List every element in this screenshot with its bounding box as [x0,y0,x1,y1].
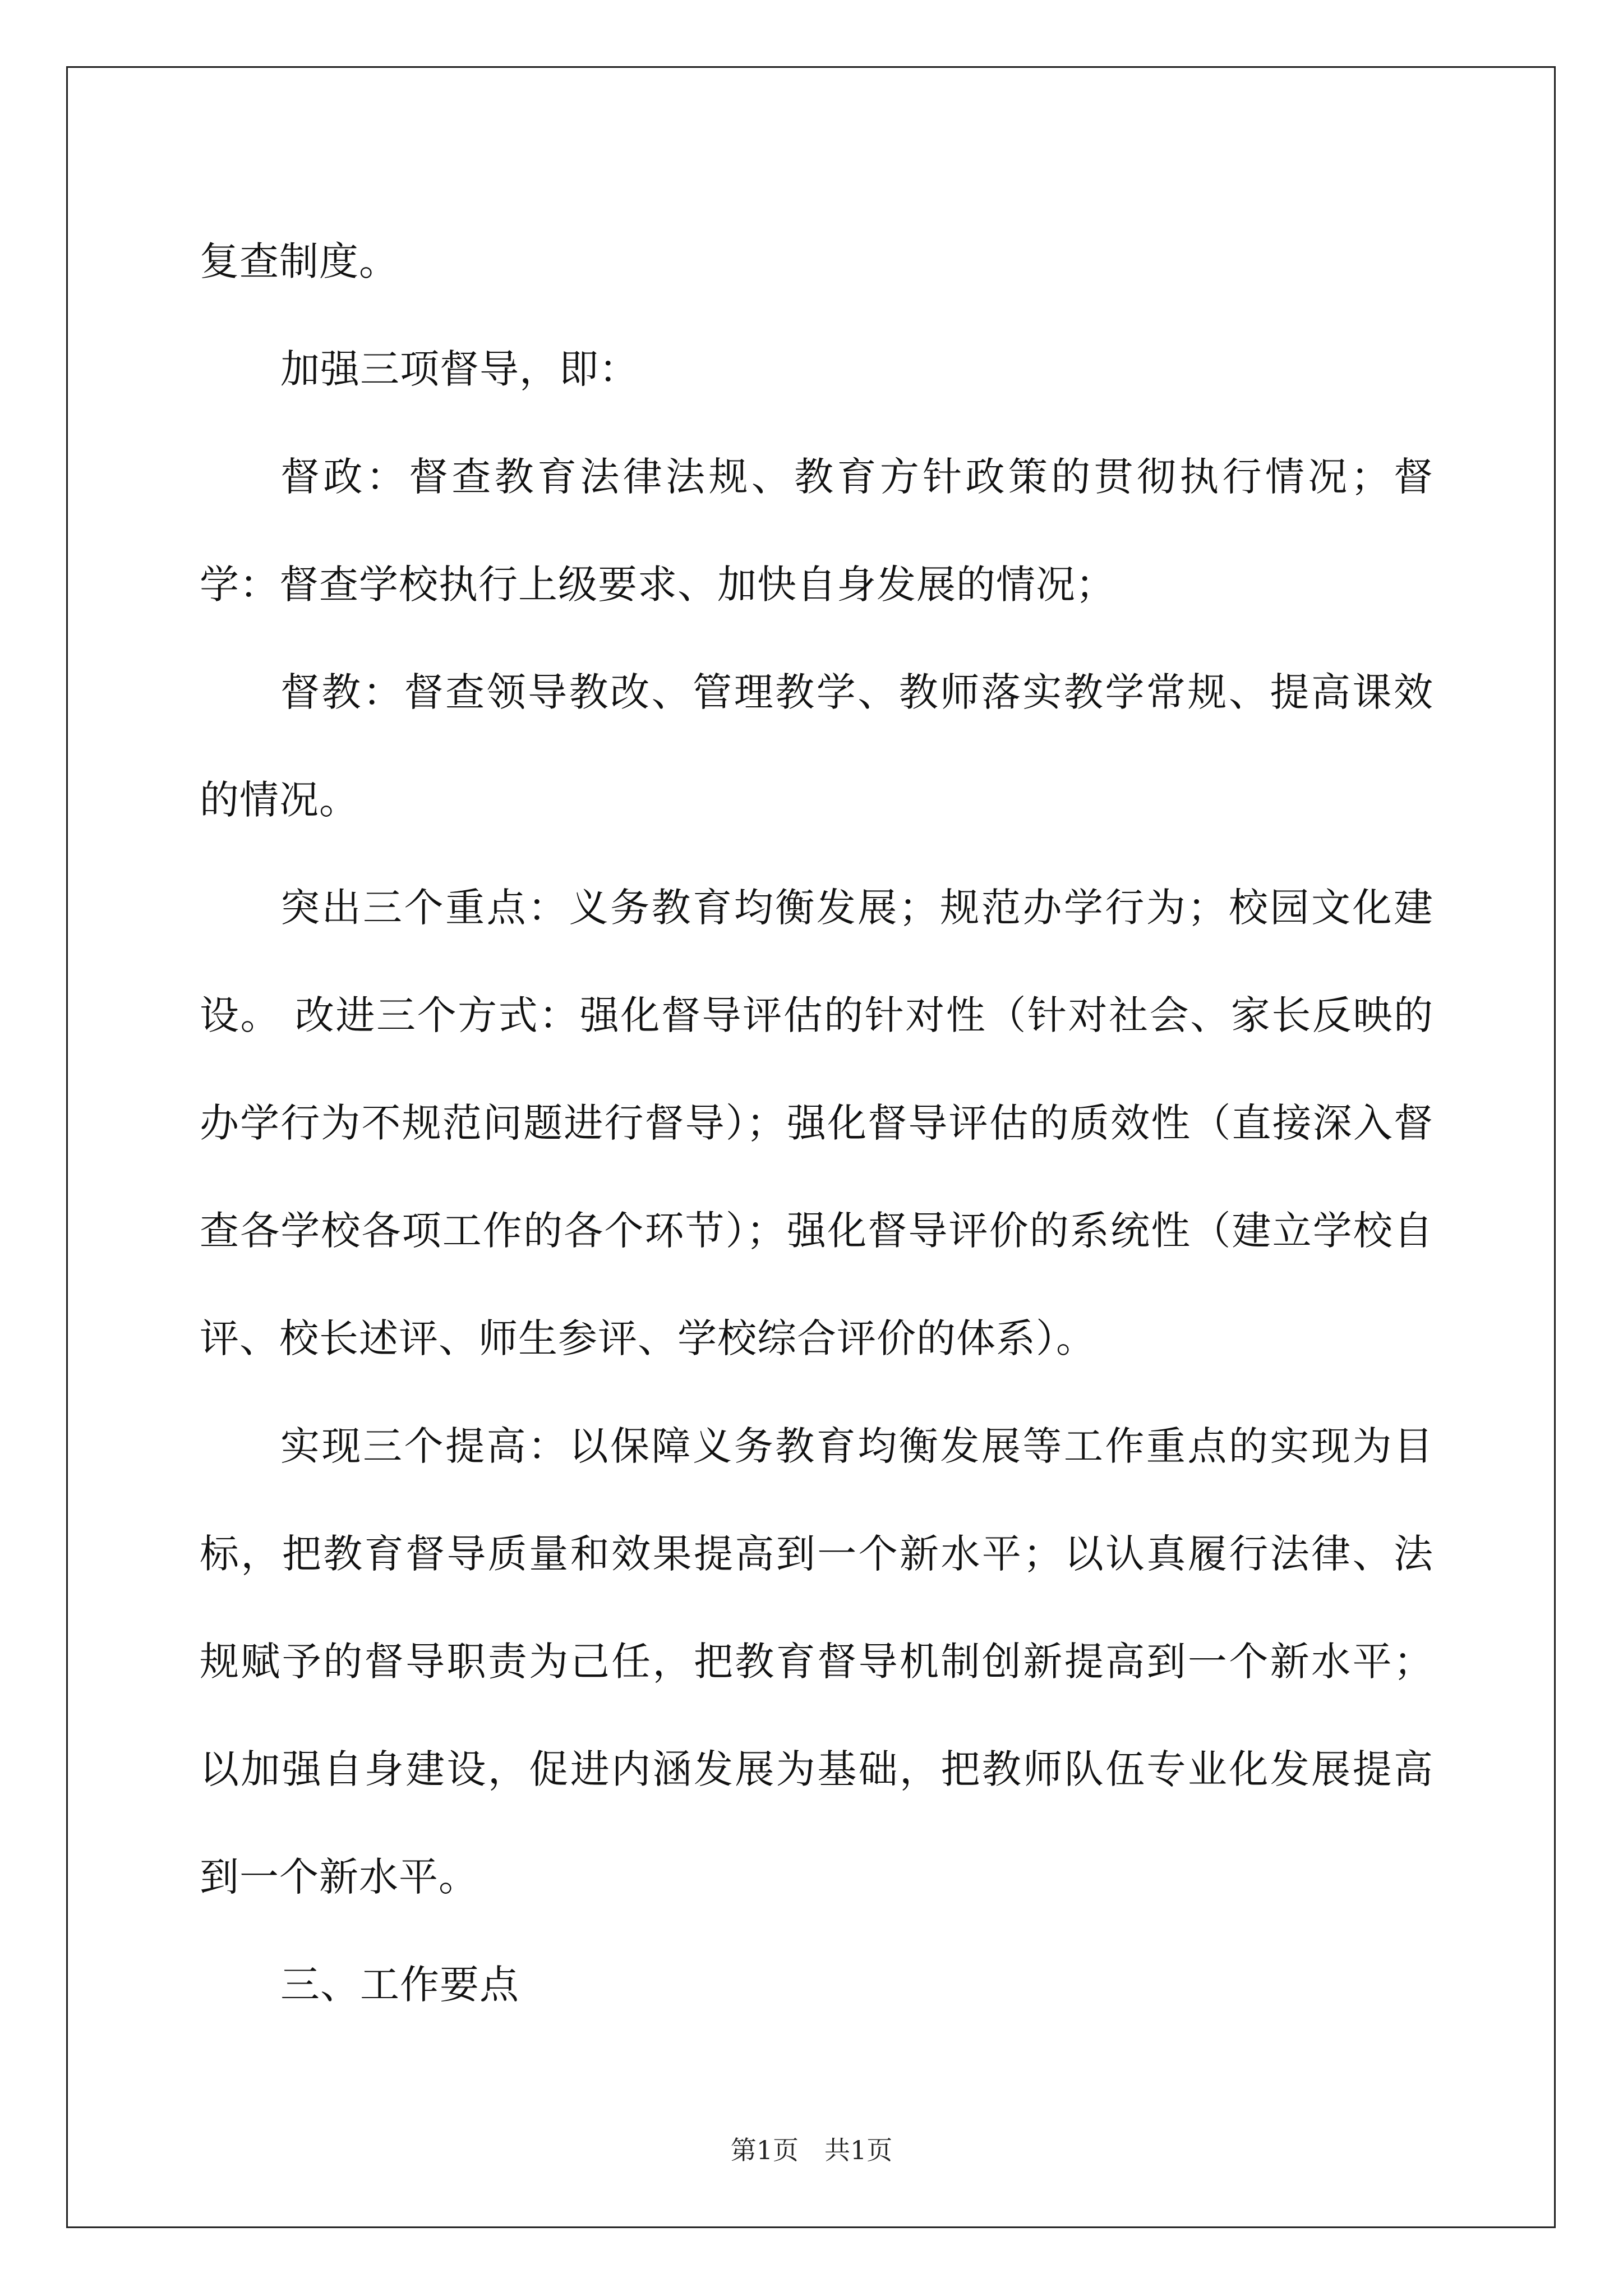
document-body [200,208,1433,2039]
paragraph-5: 突出三个重点：义务教育均衡发展；规范办学行为；校园文化建设。 改进三个方式：强化督导评估的针对性（针对社会、家长反映的办学行为不规范问题进行督导）；强化督导评估的质效性（直接深入督查各学校各项工作的各个环节）；强化督导评价的系统性（建立学校自评、校长述评、师生参评、学校综合评价的体系）。 [200,885,1433,1361]
paragraph-3: 督政：督查教育法律法规、教育方针政策的贯彻执行情况；督学：督查学校执行上级要求、加快自身发展的情况； [200,454,1433,608]
paragraph-4: 督教：督查领导教改、管理教学、教师落实教学常规、提高课效的情况。 [200,669,1433,823]
paragraph-1: 复查制度。 [200,238,399,284]
page-number-total: 共1页 [824,2135,893,2165]
paragraph-2: 加强三项督导，即： [280,346,639,392]
section-heading: 三、工作要点 [280,1962,519,2008]
page-footer [0,2133,1623,2167]
page-number-current: 第1页 [730,2135,799,2165]
paragraph-6: 实现三个提高：以保障义务教育均衡发展等工作重点的实现为目标，把教育督导质量和效果提高到一个新水平；以认真履行法律、法规赋予的督导职责为己任，把教育督导机制创新提高到一个新水平；以加强自身建设，促进内涵发展为基础，把教师队伍专业化发展提高到一个新水平。 [200,1423,1433,1900]
